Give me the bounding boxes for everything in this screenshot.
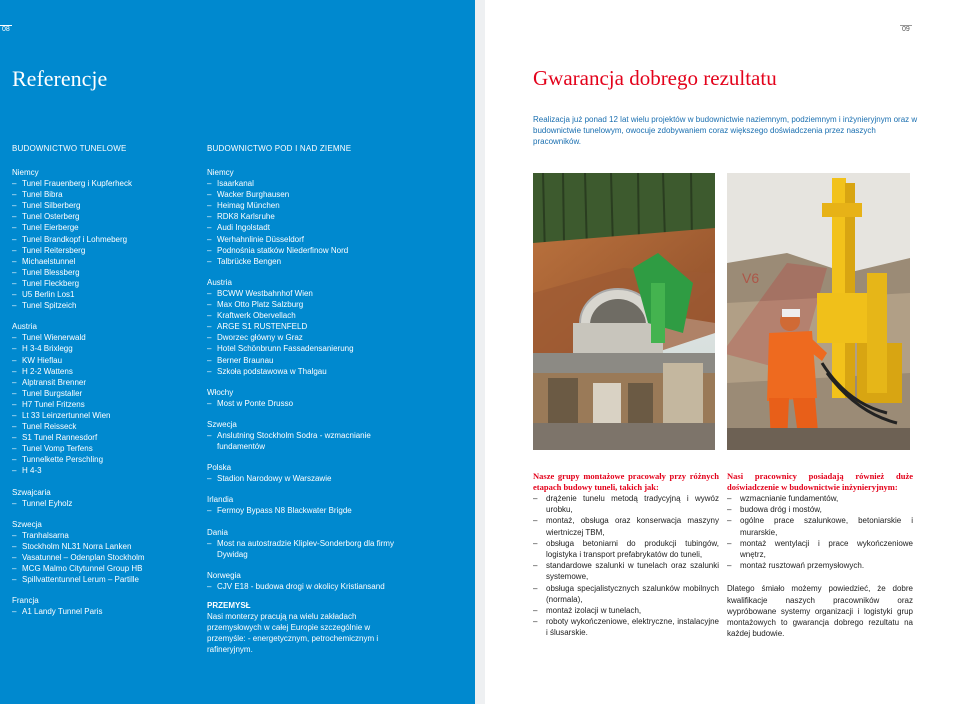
- reference-item: – Tunel Spitzeich: [12, 300, 197, 311]
- tunnel-portal-photo: [533, 173, 715, 450]
- svg-text:V6: V6: [742, 270, 760, 286]
- country-heading: Austria: [207, 277, 232, 287]
- tunnel-stages-column: [533, 471, 719, 639]
- reference-item: – Tunel Reitersberg: [12, 245, 197, 256]
- bullet-item: – montaż rusztowań przemysłowych.: [727, 560, 913, 571]
- bullet-item: – budowa dróg i mostów,: [727, 504, 913, 515]
- bullet-item: – montaż izolacji w tunelach,: [533, 605, 719, 616]
- bullet-item: – montaż, obsługa oraz konserwacja maszyny wiertniczej TBM,: [533, 515, 719, 537]
- country-heading: Irlandia: [207, 495, 234, 505]
- reference-item: – Stadion Narodowy w Warszawie: [207, 473, 395, 484]
- page-title-left: Referencje: [12, 66, 108, 91]
- reference-item: – Isaarkanal: [207, 178, 395, 189]
- country-heading: Norwegia: [207, 570, 241, 580]
- reference-item: – Alptransit Brenner: [12, 377, 197, 388]
- country-heading: Szwecja: [207, 419, 237, 429]
- country-heading: Austria: [12, 322, 37, 332]
- reference-item: – ARGE S1 RUSTENFELD: [207, 321, 395, 332]
- country-heading: Niemcy: [12, 168, 39, 177]
- country-heading: Szwajcaria: [12, 487, 51, 497]
- bullet-item: – obsługa specjalistycznych szalunków mobilnych (normala),: [533, 583, 719, 605]
- reference-item: – Kraftwerk Obervellach: [207, 310, 395, 321]
- engineering-column: [727, 471, 913, 639]
- reference-item: – Tunel Bibra: [12, 189, 197, 200]
- intro-paragraph: Realizacja już ponad 12 lat wielu projektów w budownictwie naziemnym, podziemnym i inżynieryjnym oraz w budownictwie tunelowym, owocuje zdobywaniem coraz większego doświadczenia przez naszych pracowników.: [533, 115, 918, 147]
- reference-item: – Fermoy Bypass N8 Blackwater Brigde: [207, 505, 395, 516]
- page-gutter: [475, 0, 485, 704]
- page-number-left: 08: [2, 26, 10, 33]
- reference-item: – Audi Ingolstadt: [207, 222, 395, 233]
- country-heading: Dania: [207, 527, 228, 537]
- reference-item: – RDK8 Karlsruhe: [207, 211, 395, 222]
- engineering-heading: Nasi pracownicy posiadają również duże doświadczenie w budownictwie inżynieryjnym:: [727, 471, 913, 492]
- reference-item: – Podnośnia statków Niederfinow Nord: [207, 245, 395, 256]
- tunnel-stages-list: [533, 493, 719, 639]
- reference-item: – Most na autostradzie Kliplev-Sonderborg dla firmy Dywidag: [207, 538, 395, 560]
- bullet-item: – montaż wentylacji i prace wykończeniowe wnętrz,: [727, 538, 913, 560]
- reference-item: – Wacker Burghausen: [207, 189, 395, 200]
- reference-item: – Tunnel Eyholz: [12, 498, 197, 509]
- reference-item: – Tunnelkette Perschling: [12, 454, 197, 465]
- reference-item: – Stockholm NL31 Norra Lanken: [12, 541, 197, 552]
- reference-item: – H 4-3: [12, 465, 197, 476]
- industry-text: Nasi monterzy pracują na wielu zakładach przemysłowych w całej Europie szczególnie w przemyśle: - energetycznym, petrochemicznym i rafineryjnym.: [207, 612, 379, 655]
- reference-item: – Tunel Vomp Terfens: [12, 443, 197, 454]
- reference-item: – Tunel Brandkopf i Lohmeberg: [12, 234, 197, 245]
- country-heading: Niemcy: [207, 168, 234, 177]
- tunnel-section-heading: BUDOWNICTWO TUNELOWE: [12, 144, 127, 153]
- page-title-right: Gwarancja dobrego rezultatu: [533, 66, 777, 90]
- reference-item: – A1 Landy Tunnel Paris: [12, 606, 197, 617]
- reference-item: – Tunel Osterberg: [12, 211, 197, 222]
- bullet-item: – roboty wykończeniowe, elektryczne, instalacyjne i ślusarskie.: [533, 616, 719, 638]
- reference-item: – Hotel Schönbrunn Fassadensanierung: [207, 343, 395, 354]
- reference-item: – Tranhalsarna: [12, 530, 197, 541]
- industry-heading: PRZEMYSŁ: [207, 601, 251, 610]
- reference-item: – Vasatunnel – Odenplan Stockholm: [12, 552, 197, 563]
- reference-item: – Tunel Fleckberg: [12, 278, 197, 289]
- country-heading: Francja: [12, 596, 39, 606]
- reference-item: – Max Otto Platz Salzburg: [207, 299, 395, 310]
- reference-item: – Spillvattentunnel Lerum – Partille: [12, 574, 197, 585]
- reference-item: – Tunel Reisseck: [12, 421, 197, 432]
- reference-item: – MCG Malmo Citytunnel Group HB: [12, 563, 197, 574]
- reference-item: – H 2-2 Wattens: [12, 366, 197, 377]
- bullet-item: – ogólne prace szalunkowe, betoniarskie i murarskie,: [727, 515, 913, 537]
- engineering-paragraph: Dlatego śmiało możemy powiedzieć, że dobre kwalifikacje naszych pracowników oraz wypróbowane systemy organizacji i logistyki grup montażowych to gwarancja dobrego rezultatu na każdej budowie.: [727, 584, 913, 639]
- country-heading: Włochy: [207, 387, 234, 397]
- reference-item: – BCWW Westbahnhof Wien: [207, 288, 395, 299]
- reference-item: – Heimag München: [207, 200, 395, 211]
- reference-item: – H 3-4 Brixlegg: [12, 343, 197, 354]
- engineering-list: [727, 493, 913, 571]
- reference-item: – Michaelstunnel: [12, 256, 197, 267]
- page-number-right: 09: [902, 26, 910, 33]
- bullet-item: – wzmacnianie fundamentów,: [727, 493, 913, 504]
- country-heading: Szwecja: [12, 519, 42, 529]
- reference-item: – Tunel Frauenberg i Kupferheck: [12, 178, 197, 189]
- reference-item: – Lt 33 Leinzertunnel Wien: [12, 410, 197, 421]
- building-section-heading: BUDOWNICTWO POD I NAD ZIEMNE: [207, 144, 352, 153]
- reference-item: – S1 Tunel Rannesdorf: [12, 432, 197, 443]
- reference-item: – Dworzec główny w Graz: [207, 332, 395, 343]
- reference-item: – Berner Braunau: [207, 355, 395, 366]
- reference-item: – CJV E18 - budowa drogi w okolicy Kristiansand: [207, 581, 395, 592]
- bullet-item: – standardowe szalunki w tunelach oraz szalunki systemowe,: [533, 560, 719, 582]
- reference-item: – Tunel Silberberg: [12, 200, 197, 211]
- reference-item: – Tunel Blessberg: [12, 267, 197, 278]
- reference-item: – Tunel Burgstaller: [12, 388, 197, 399]
- tunnel-stages-heading: Nasze grupy montażowe pracowały przy różnych etapach budowy tuneli, takich jak:: [533, 471, 719, 492]
- bullet-item: – obsługa betoniarni do produkcji tubingów, logistyka i transport prefabrykatów do tuneli,: [533, 538, 719, 560]
- reference-item: – U5 Berlin Los1: [12, 289, 197, 300]
- reference-item: – Talbrücke Bengen: [207, 256, 395, 267]
- reference-item: – H7 Tunel Fritzens: [12, 399, 197, 410]
- country-heading: Polska: [207, 463, 232, 473]
- reference-item: – Szkoła podstawowa w Thalgau: [207, 366, 395, 377]
- reference-item: – Anslutning Stockholm Sodra - wzmacnianie fundamentów: [207, 430, 395, 452]
- reference-item: – KW Hieflau: [12, 355, 197, 366]
- reference-item: – Tunel Eierberge: [12, 222, 197, 233]
- reference-item: – Most w Ponte Drusso: [207, 398, 395, 409]
- reference-item: – Tunel Wienerwald: [12, 332, 197, 343]
- drilling-worker-photo: [727, 173, 910, 450]
- tunnel-reference-list: [12, 167, 197, 617]
- reference-item: – Werhahnlinie Düsseldorf: [207, 234, 395, 245]
- bullet-item: – drążenie tunelu metodą tradycyjną i wywóz urobku,: [533, 493, 719, 515]
- building-reference-list: [207, 167, 395, 655]
